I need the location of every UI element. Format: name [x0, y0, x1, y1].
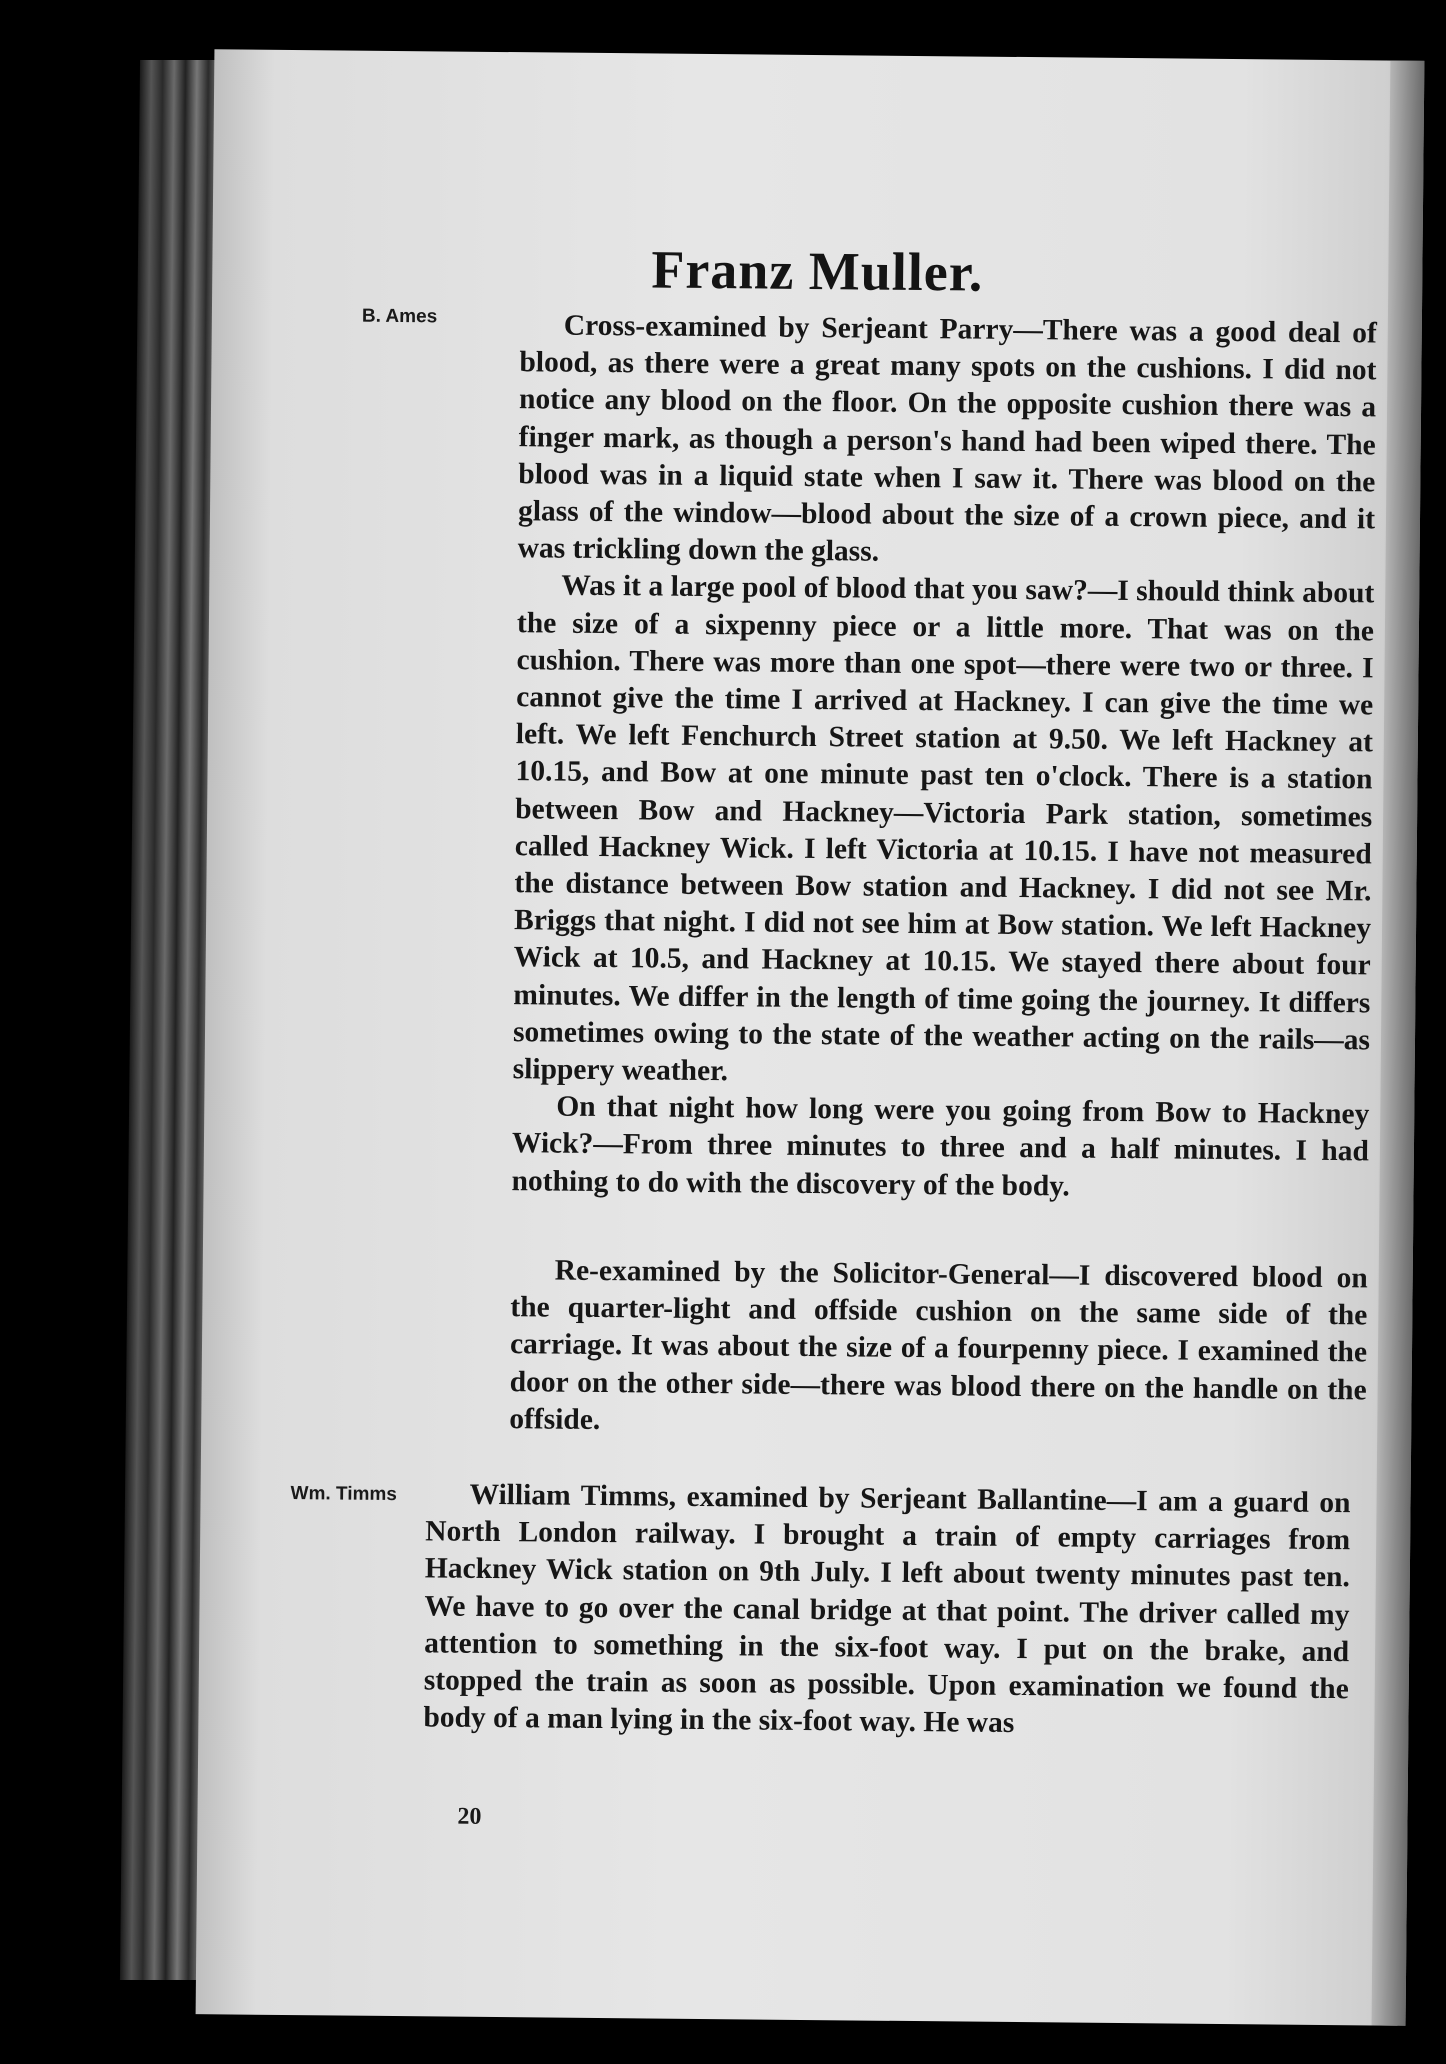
page-edge-shadow [1372, 61, 1425, 2026]
paragraph: Was it a large pool of blood that you saw?—I should think about the size of a sixpenny piece or a little more. That was on the cushion. There was more than one spot—there were two or three. I cannot give the time I arrived at Hackney. I can give the time we left. We left Fenchurch Street station at 9.50. We left Hackney at 10.15, and Bow at one minute past ten o'clock. There is a station between Bow and Hackney—Victoria Park station, sometimes called Hackney Wick. I left Victoria at 10.15. I have not measured the distance between Bow station and Hackney. I did not see Mr. Briggs that night. I did not see him at Bow station. We left Hackney Wick at 10.5, and Hackney at 10.15. We stayed there about four minutes. We differ in the length of time going the journey. It differs sometimes owing to the state of the weather acting on the rails—as slippery weather. [512, 570, 1375, 1088]
paragraph: On that night how long were you going from Bow to Hackney Wick?—From three minutes to three and a half minutes. I had nothing to do with the discovery of the body. [511, 1090, 1370, 1203]
paragraph: Re-examined by the Solicitor-General—I discovered blood on the quarter-light and offside cushion on the same side of the carriage. It was about the size of a fourpenny piece. I examined the door on the other side—there was blood there on the handle on the offside. [509, 1254, 1368, 1436]
side-name-timms: Wm. Timms [290, 1483, 397, 1506]
ames-re-examination [509, 1252, 1368, 1446]
page-number: 20 [457, 1803, 482, 1830]
page-title: Franz Muller. [651, 239, 984, 303]
timms-examination [423, 1476, 1350, 1745]
paragraph: Cross-examined by Serjeant Parry—There was a good deal of blood, as there were a great many spots on the cushions. I did not notice any blood on the floor. On the opposite cushion there was a finger mark, as though a person's hand had been wiped there. The blood was in a liquid state when I saw it. There was blood on the glass of the window—blood about the size of a crown piece, and it was trickling down the glass. [517, 309, 1377, 568]
paragraph: William Timms, examined by Serjeant Ballantine—I am a guard on North London railway. I brought a train of empty carriages from Hackney Wick station on 9th July. I left about twenty minutes past ten. We have to go over the canal bridge at that point. The driver called my attention to something in the six-foot way. I put on the brake, and stopped the train as soon as possible. Upon examination we found the body of a man lying in the six-foot way. He was [423, 1478, 1351, 1740]
book-page [196, 49, 1425, 2026]
ames-cross-examination [511, 307, 1377, 1208]
side-name-ames: B. Ames [361, 305, 438, 328]
